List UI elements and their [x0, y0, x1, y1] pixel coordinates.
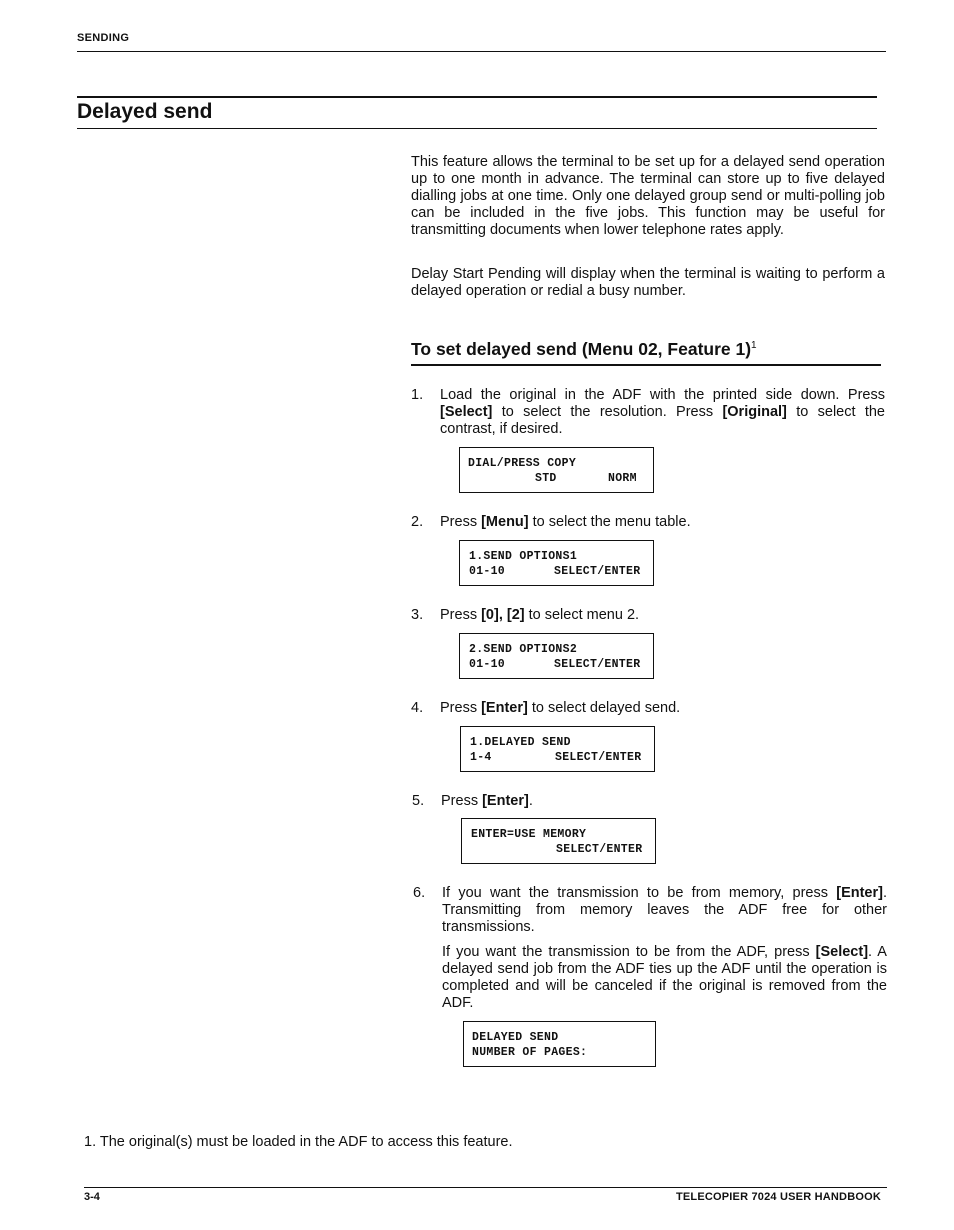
step-text	[440, 607, 885, 624]
lcd-line-2-left: STD	[535, 472, 557, 485]
step-text-part: Press	[440, 700, 482, 716]
lcd-display-2	[459, 540, 654, 586]
key-zero-two: [0], [2]	[481, 607, 525, 623]
step-number: 1.	[411, 387, 424, 403]
footnote-marker: 1	[751, 340, 757, 352]
lcd-line-2-right: SELECT/ENTER	[554, 658, 641, 671]
step-text	[440, 514, 885, 531]
step-text	[440, 700, 885, 717]
step-text	[442, 885, 887, 936]
intro-paragraph-1: This feature allows the terminal to be set up for a delayed send operation up to one month in advance. The terminal can store up to five delayed dialling jobs at one time. Only one delayed group send or multi-polling job can be included in the five jobs. This function may be useful for transmitting documents when lower telephone rates apply.	[411, 154, 885, 238]
header-rule	[77, 51, 886, 52]
lcd-line-1: DELAYED SEND	[472, 1031, 559, 1044]
subsection-title-text: To set delayed send (Menu 02, Feature 1)	[411, 339, 752, 359]
step-text-part: . A delayed send job from the ADF ties up the ADF until the operation is completed and will be canceled if the original is removed from the ADF.	[442, 944, 887, 1011]
lcd-line-2-left: 1-4	[470, 751, 492, 764]
lcd-display-5	[461, 818, 656, 864]
running-head: SENDING	[77, 32, 130, 44]
lcd-line-2: NUMBER OF PAGES:	[472, 1046, 588, 1059]
step-text	[441, 793, 886, 810]
step-text-part: to select the menu table.	[528, 514, 691, 530]
lcd-line-2-right: SELECT/ENTER	[554, 565, 641, 578]
lcd-line-2-right: SELECT/ENTER	[555, 751, 642, 764]
section-title: Delayed send	[77, 100, 213, 123]
step-text-part: If you want the transmission to be from the ADF, press	[442, 944, 816, 960]
step-text-part: Load the original in the ADF with the printed side down. Press	[440, 387, 885, 403]
step-text-part: . Transmitting from memory leaves the ADF free for other transmissions.	[442, 885, 887, 935]
step-number: 5.	[412, 793, 425, 809]
key-select: [Select]	[815, 944, 869, 960]
key-enter: [Enter]	[836, 885, 883, 901]
step-text-part: to select the contrast, if desired.	[440, 404, 885, 437]
lcd-line-2-right: NORM	[608, 472, 637, 485]
step-6-paragraph-2	[442, 944, 887, 1012]
lcd-line-1: ENTER=USE MEMORY	[471, 828, 587, 841]
lcd-display-1	[459, 447, 654, 493]
key-menu: [Menu]	[481, 514, 529, 530]
step-text	[440, 387, 885, 438]
lcd-line-1: DIAL/PRESS COPY	[468, 457, 577, 470]
book-title: TELECOPIER 7024 USER HANDBOOK	[675, 1191, 881, 1203]
key-select: [Select]	[440, 404, 493, 420]
step-number: 6.	[413, 885, 426, 901]
step-text-part: Press	[440, 607, 482, 623]
subsection-rule	[411, 364, 881, 366]
step-number: 2.	[411, 514, 424, 530]
step-text-part: If you want the transmission to be from memory, press	[442, 885, 837, 901]
step-text-part: .	[528, 793, 533, 809]
footnote: 1. The original(s) must be loaded in the ADF to access this feature.	[84, 1134, 513, 1150]
step-text-part: to select menu 2.	[524, 607, 640, 623]
step-text	[442, 944, 887, 1012]
intro-paragraph-2: Delay Start Pending will display when the terminal is waiting to perform a delayed operation or redial a busy number.	[411, 266, 885, 299]
key-enter: [Enter]	[481, 700, 528, 716]
key-enter: [Enter]	[482, 793, 529, 809]
lcd-display-3	[459, 633, 654, 679]
step-number: 3.	[411, 607, 424, 623]
lcd-line-2-left: 01-10	[469, 658, 506, 671]
lcd-display-4	[460, 726, 655, 772]
step-text-part: Press	[440, 514, 482, 530]
page-number: 3-4	[84, 1191, 100, 1203]
lcd-line-2-left: 01-10	[469, 565, 506, 578]
section-title-top-rule	[77, 96, 877, 98]
key-original: [Original]	[722, 404, 787, 420]
subsection-title	[411, 339, 757, 360]
step-text-part: Press	[441, 793, 483, 809]
section-title-bottom-rule	[77, 128, 877, 129]
step-number: 4.	[411, 700, 424, 716]
step-text-part: to select delayed send.	[527, 700, 681, 716]
step-text-part: to select the resolution. Press	[492, 404, 723, 420]
lcd-line-1: 1.SEND OPTIONS1	[469, 550, 578, 563]
lcd-line-1: 1.DELAYED SEND	[470, 736, 571, 749]
lcd-line-2-right: SELECT/ENTER	[556, 843, 643, 856]
lcd-display-6	[463, 1021, 656, 1067]
footer-rule	[84, 1187, 887, 1188]
lcd-line-1: 2.SEND OPTIONS2	[469, 643, 578, 656]
